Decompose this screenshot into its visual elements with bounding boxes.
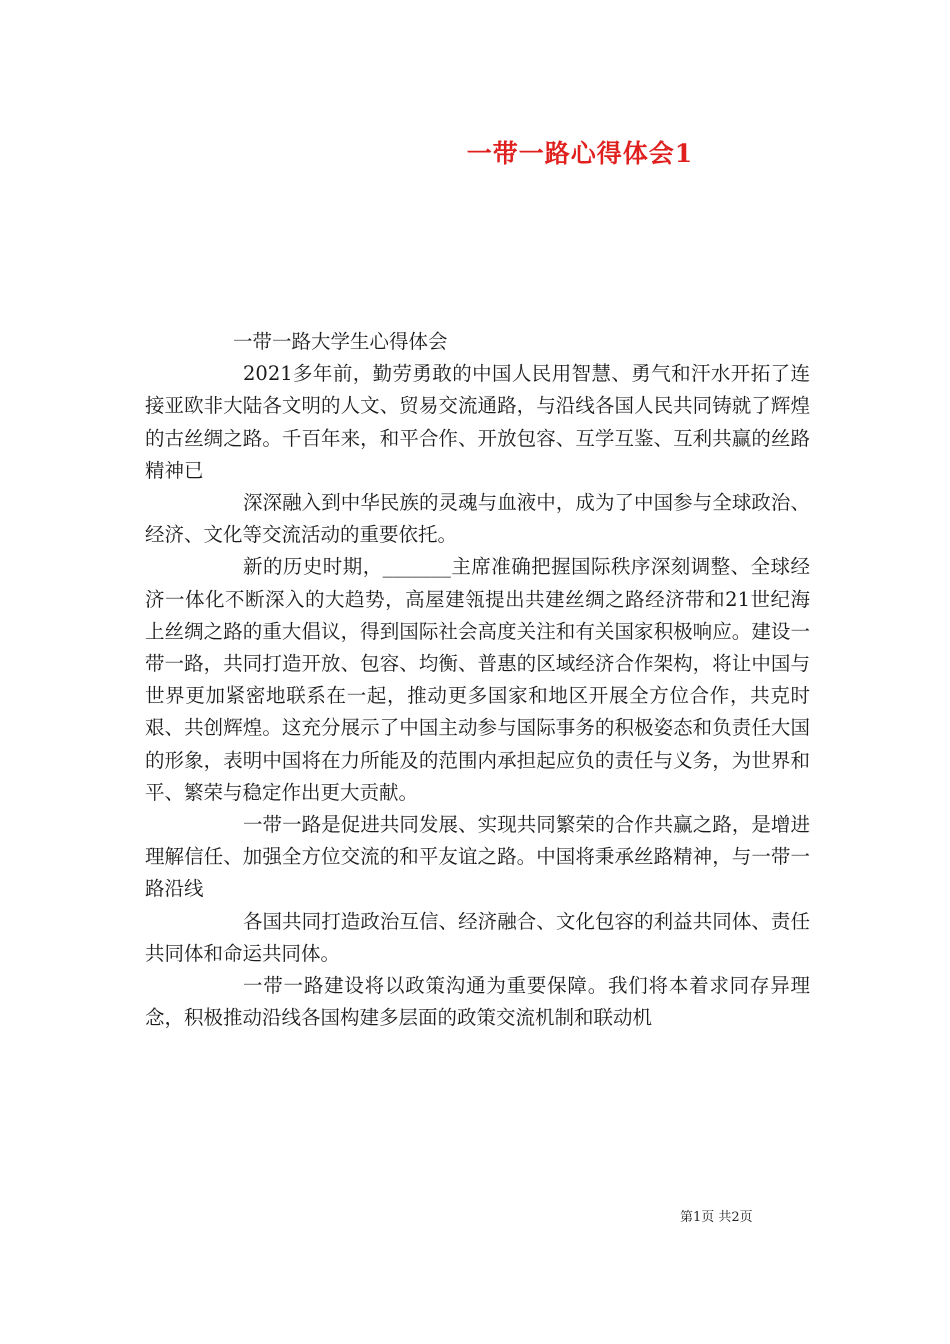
paragraph: 2021多年前，勤劳勇敢的中国人民用智慧、勇气和汗水开拓了连接亚欧非大陆各文明的人文、贸易交流通路，与沿线各国人民共同铸就了辉煌的古丝绸之路。千百年来，和平合作、开放包容、互学互鉴、互利共赢的丝路精神已 — [145, 362, 810, 482]
paragraph: 新的历史时期，_______主席准确把握国际秩序深刻调整、全球经济一体化不断深入的大趋势，高屋建瓴提出共建丝绸之路经济带和21世纪海上丝绸之路的重大倡议，得到国际社会高度关注和有关国家积极响应。建设一带一路，共同打造开放、包容、均衡、普惠的区域经济合作架构，将让中国与世界更加紧密地联系在一起，推动更多国家和地区开展全方位合作，共克时艰、共创辉煌。这充分展示了中国主动参与国际事务的积极姿态和负责任大国的形象，表明中国将在力所能及的范围内承担起应负的责任与义务，为世界和平、繁荣与稳定作出更大贡献。 — [145, 555, 810, 804]
paragraph: 深深融入到中华民族的灵魂与血液中，成为了中国参与全球政治、经济、文化等交流活动的重要依托。 — [145, 491, 810, 547]
page-number-footer: 第1页 共2页 — [680, 1210, 753, 1225]
paragraph: 一带一路是促进共同发展、实现共同繁荣的合作共赢之路，是增进理解信任、加强全方位交流的和平友谊之路。中国将秉承丝路精神，与一带一路沿线 — [145, 813, 810, 901]
document-title: 一带一路心得体会1 — [466, 139, 694, 168]
paragraph: 一带一路建设将以政策沟通为重要保障。我们将本着求同存异理念，积极推动沿线各国构建多层面的政策交流机制和联动机 — [145, 974, 810, 1030]
document-subtitle: 一带一路大学生心得体会 — [233, 330, 448, 353]
paragraph: 各国共同打造政治互信、经济融合、文化包容的利益共同体、责任共同体和命运共同体。 — [145, 909, 810, 965]
document-body — [145, 326, 810, 1034]
